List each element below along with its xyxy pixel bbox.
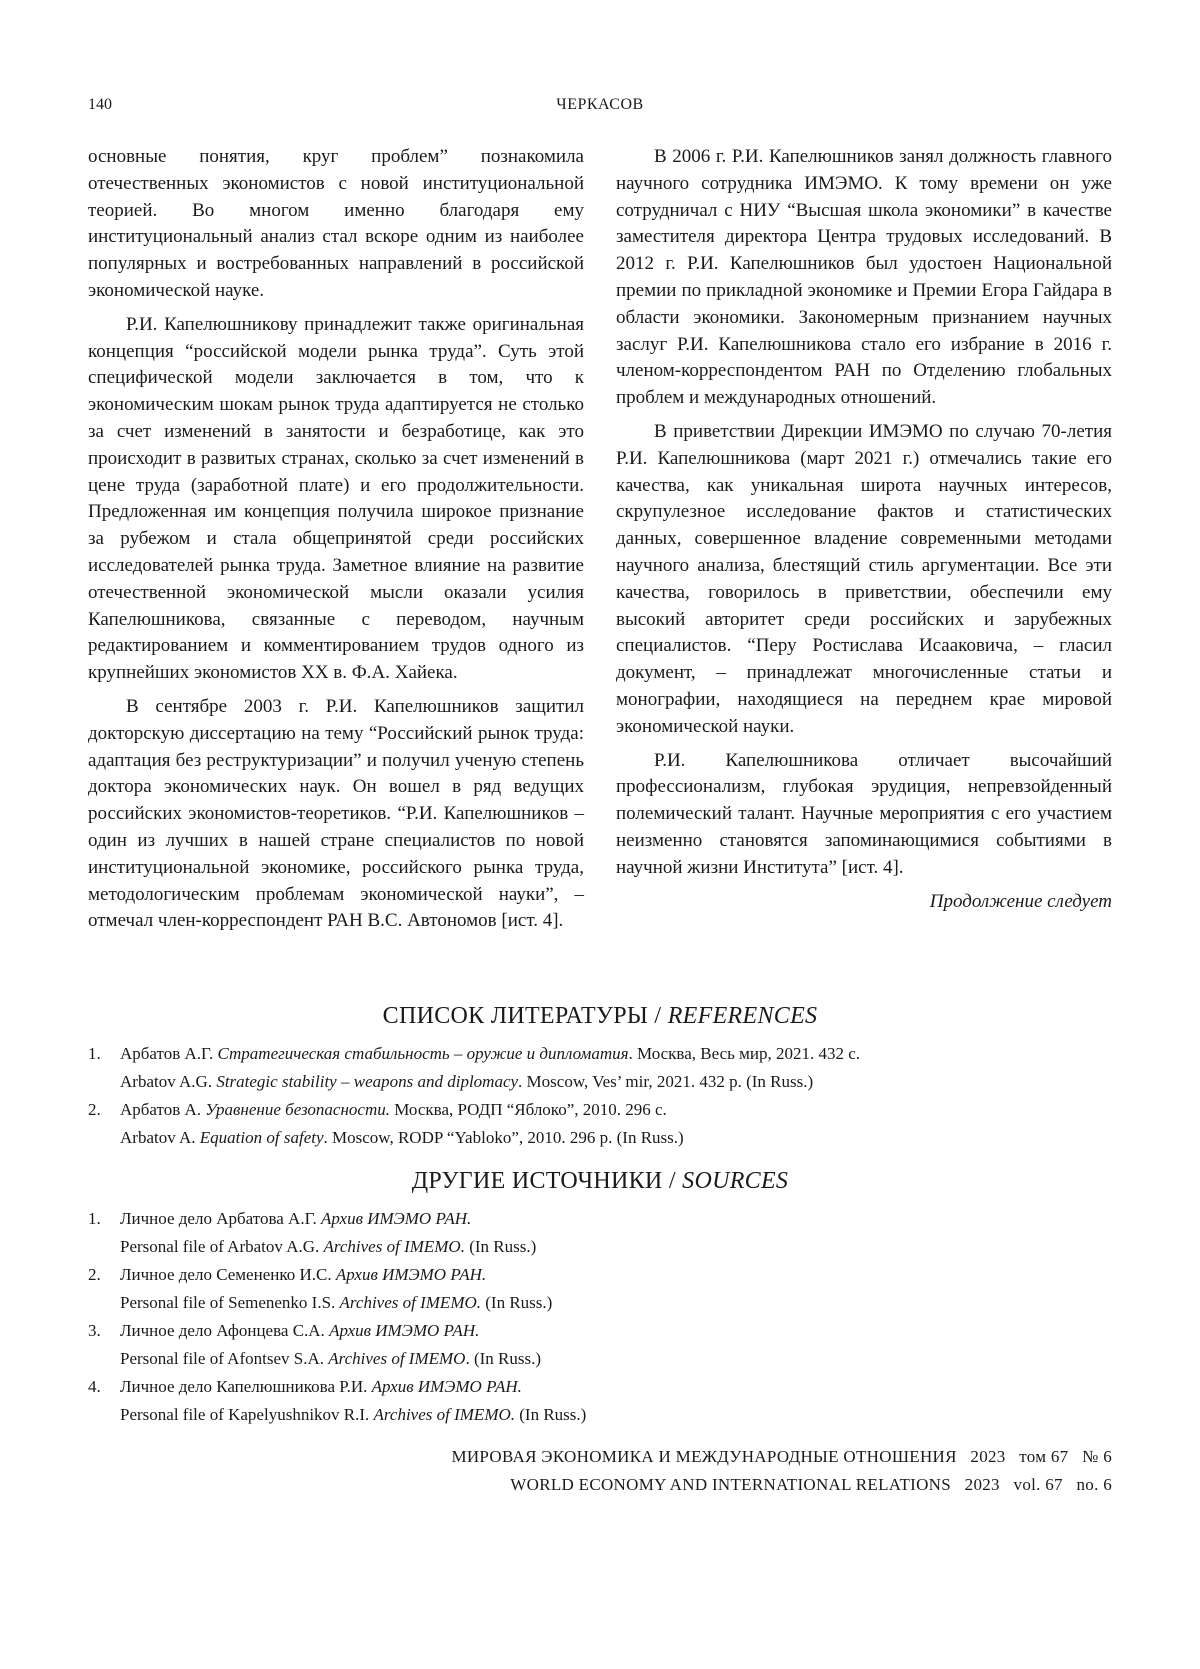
journal-year-en: 2023 <box>964 1475 1000 1494</box>
source-text: Personal file of Kapelyushnikov R.I. <box>120 1405 370 1424</box>
reference-item <box>88 1040 1112 1096</box>
reference-details: . Moscow, Ves’ mir, 2021. 432 p. (In Russ.) <box>518 1072 814 1091</box>
page-number: 140 <box>88 96 112 113</box>
source-archive: Архив ИМЭМО РАН. <box>329 1321 480 1340</box>
reference-ru <box>120 1040 1112 1068</box>
paragraph: Р.И. Капелюшникова отличает высочайший профессионализм, глубокая эрудиция, непревзойденный полемический талант. Научные мероприятия с его участием неизменно становятся запоминающимися событиями в научной жизни Института” [ист. 4]. <box>616 749 1112 878</box>
source-details: (In Russ.) <box>515 1405 587 1424</box>
source-en <box>120 1289 1112 1317</box>
paragraph: Р.И. Капелюшникову принадлежит также оригинальная концепция “российской модели рынка труда”. Суть этой специфической модели заключается в том, что к экономическим шокам рынок труда адаптируется не столько за счет изменений в занятости и безработице, как это происходит в развитых странах, сколько за счет изменений в цене труда (заработной плате) и его продолжительности. Предложенная им концепция получила широкое признание за рубежом и стала общепринятой среди российских исследователей рынка труда. Заметное влияние на развитие отечественной экономической мысли оказали усилия Капелюшникова, связанные с переводом, научным редактированием и комментированием трудов одного из крупнейших экономистов XX в. Ф.А. Хайека. <box>88 313 584 684</box>
paragraph: В приветствии Дирекции ИМЭМО по случаю 70-летия Р.И. Капелюшникова (март 2021 г.) отмечались такие его качества, как уникальная широта научных интересов, скрупулезное исследование фактов и статистических данных, совершенное владение современными методами научного анализа, блестящий стиль аргументации. Все эти качества, говорилось в приветствии, обеспечили ему высокий авторитет среди российских и зарубежных специалистов. “Перу Ростислава Исааковича, – гласил документ, – принадлежат многочисленные статьи и монографии, находящиеся на переднем крае мировой экономической науки. <box>616 420 1112 737</box>
reference-title: Strategic stability – weapons and diplomacy <box>216 1072 519 1091</box>
reference-ru <box>120 1096 1112 1124</box>
page-header <box>88 96 1112 122</box>
source-text: Личное дело Арбатова А.Г. <box>120 1209 317 1228</box>
sources-list <box>88 1205 1112 1429</box>
source-archive: Archives of IMEMO. <box>323 1237 465 1256</box>
paragraph: В сентябре 2003 г. Р.И. Капелюшников защитил докторскую диссертацию на тему “Российский рынок труда: адаптация без реструктуризации” и получил ученую степень доктора экономических наук. Он вошел в ряд ведущих российских экономистов-теоретиков. “Р.И. Капелюшников – один из лучших в нашей стране специалистов по новой институциональной экономике, российского рынка труда, методологическим проблемам экономической науки”, – отмечал член-корреспондент РАН В.С. Автономов [ист. 4]. <box>88 695 584 932</box>
source-archive: Archives of IMEMO. <box>373 1405 516 1424</box>
reference-en <box>120 1068 1112 1096</box>
source-archive: Архив ИМЭМО РАН. <box>335 1265 487 1284</box>
sources-heading <box>88 1168 1112 1195</box>
reference-details: . Москва, Весь мир, 2021. 432 с. <box>628 1044 861 1063</box>
reference-author: Арбатов А.Г. <box>120 1044 214 1063</box>
journal-volume-en: vol. 67 <box>1013 1475 1063 1494</box>
source-archive: Архив ИМЭМО РАН. <box>320 1209 472 1228</box>
left-column <box>88 144 584 942</box>
reference-number: 2. <box>88 1100 101 1119</box>
references-heading-ru: СПИСОК ЛИТЕРАТУРЫ / <box>382 1003 662 1029</box>
article-body <box>88 144 1112 1064</box>
source-number: 2. <box>88 1265 101 1284</box>
sources-heading-ru: ДРУГИЕ ИСТОЧНИКИ / <box>411 1168 676 1194</box>
source-ru <box>120 1205 1112 1233</box>
source-archive: Archives of IMEMO <box>328 1349 466 1368</box>
journal-issue-ru: № 6 <box>1082 1447 1112 1466</box>
source-text: Personal file of Arbatov A.G. <box>120 1237 320 1256</box>
source-ru <box>120 1373 1112 1401</box>
source-number: 3. <box>88 1321 101 1340</box>
paragraph: В 2006 г. Р.И. Капелюшников занял должность главного научного сотрудника ИМЭМО. К тому времени он уже сотрудничал с НИУ “Высшая школа экономики” в качестве заместителя директора Центра трудовых исследований. В 2012 г. Р.И. Капелюшников был удостоен Национальной премии по прикладной экономике и Премии Егора Гайдара в области экономики. Закономерным признанием научных заслуг Р.И. Капелюшникова стало его избрание в 2016 г. членом-корреспондентом РАН по Отделению глобальных проблем и международных отношений. <box>616 146 1112 409</box>
reference-en <box>120 1124 1112 1152</box>
journal-year-ru: 2023 <box>970 1447 1006 1466</box>
source-ru <box>120 1261 1112 1289</box>
references-list <box>88 1040 1112 1152</box>
journal-volume-ru: том 67 <box>1019 1447 1069 1466</box>
reference-number: 1. <box>88 1044 101 1063</box>
journal-footer-en <box>88 1475 1112 1495</box>
source-archive: Архив ИМЭМО РАН. <box>371 1377 522 1396</box>
paragraph: основные понятия, круг проблем” познакомила отечественных экономистов с новой институциональной теорией. Во многом именно благодаря ему институциональный анализ стал вскоре одним из наиболее популярных и востребованных направлений в российской экономической науке. <box>88 146 584 301</box>
source-details: (In Russ.) <box>481 1293 553 1312</box>
source-en <box>120 1345 1112 1373</box>
reference-title: Equation of safety <box>199 1128 324 1147</box>
source-text: Личное дело Афонцева С.А. <box>120 1321 325 1340</box>
source-item <box>88 1373 1112 1429</box>
source-en <box>120 1401 1112 1429</box>
reference-author: Arbatov A.G. <box>120 1072 213 1091</box>
source-ru <box>120 1317 1112 1345</box>
source-archive: Archives of IMEMO. <box>339 1293 482 1312</box>
source-text: Personal file of Semenenko I.S. <box>120 1293 336 1312</box>
journal-name-en: WORLD ECONOMY AND INTERNATIONAL RELATIONS <box>510 1475 951 1494</box>
reference-author: Арбатов А. <box>120 1100 202 1119</box>
sources-heading-en: SOURCES <box>682 1168 789 1194</box>
source-number: 4. <box>88 1377 101 1396</box>
reference-details: Москва, РОДП “Яблоко”, 2010. 296 с. <box>389 1100 667 1119</box>
source-item <box>88 1317 1112 1373</box>
journal-footer-ru <box>88 1447 1112 1467</box>
source-item <box>88 1205 1112 1261</box>
source-details: (In Russ.) <box>464 1237 537 1256</box>
reference-details: . Moscow, RODP “Yabloko”, 2010. 296 p. (In Russ.) <box>323 1128 684 1147</box>
journal-name-ru: МИРОВАЯ ЭКОНОМИКА И МЕЖДУНАРОДНЫЕ ОТНОШЕНИЯ <box>451 1447 957 1466</box>
right-column <box>616 144 1112 922</box>
source-en <box>120 1233 1112 1261</box>
source-item <box>88 1261 1112 1317</box>
source-text: Personal file of Afontsev S.A. <box>120 1349 324 1368</box>
reference-author: Arbatov A. <box>120 1128 196 1147</box>
source-number: 1. <box>88 1209 101 1228</box>
source-text: Личное дело Семененко И.С. <box>120 1265 332 1284</box>
running-title: ЧЕРКАСОВ <box>556 96 644 113</box>
source-details: . (In Russ.) <box>465 1349 542 1368</box>
references-heading <box>88 1003 1112 1030</box>
reference-title: Стратегическая стабильность – оружие и дипломатия <box>217 1044 629 1063</box>
journal-issue-en: no. 6 <box>1076 1475 1112 1494</box>
references-heading-en: REFERENCES <box>667 1003 818 1029</box>
reference-item <box>88 1096 1112 1152</box>
source-text: Личное дело Капелюшникова Р.И. <box>120 1377 368 1396</box>
reference-title: Уравнение безопасности. <box>205 1100 390 1119</box>
to-be-continued-note: Продолжение следует <box>929 890 1112 912</box>
